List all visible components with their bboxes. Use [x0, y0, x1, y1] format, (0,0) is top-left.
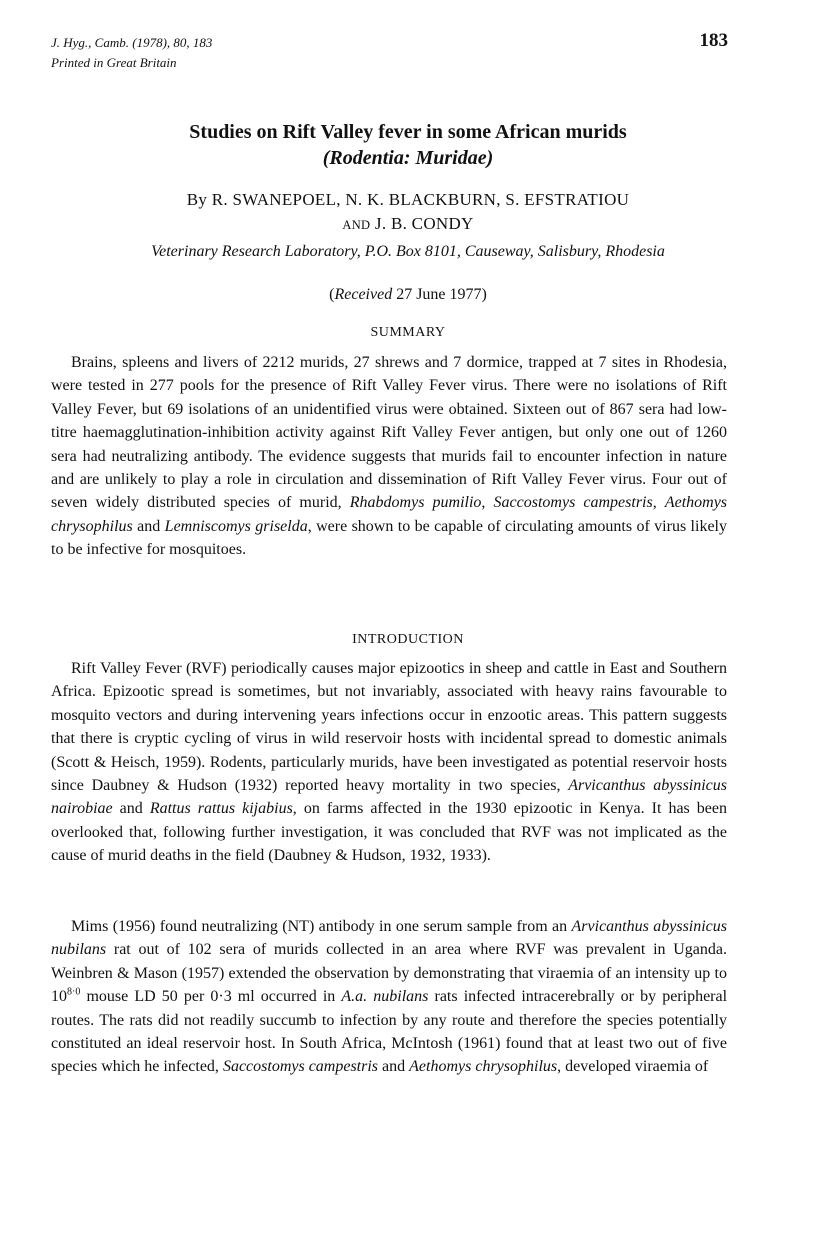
- intro-p1-species-1: Arvicanthus abyssinicus nairobiae: [51, 777, 728, 818]
- journal-line-1: J. Hyg., Camb. (1978), 80, 183: [51, 35, 213, 50]
- article-title: [0, 119, 816, 171]
- received-label: Received: [334, 286, 393, 303]
- intro-p2-and: and: [382, 1058, 406, 1076]
- species-1: Rhabdomys pumilio: [349, 494, 482, 512]
- summary-heading: SUMMARY: [370, 325, 446, 340]
- journal-line-2: Printed in Great Britain: [51, 55, 177, 70]
- intro-p2-d: rats infected intracerebrally or by peripheral routes. The rats did not readily succumb to infection by any route and therefore the species potentially constituted an ideal reservoir host. In South Africa, McIntosh (1961) found that at least two out of five species which he infected,: [51, 988, 728, 1076]
- intro-p1-and: and: [119, 800, 143, 818]
- intro-paragraph-2: [51, 915, 727, 1079]
- page-number: 183: [699, 30, 728, 51]
- authors-line-2: [0, 212, 816, 237]
- intro-p1-b: , on farms affected in the 1930 epizootic in Kenya. It has been overlooked that, following further investigation, it was concluded that RVF was not implicated as the cause of murid deaths in the field (Daubney & Hudson, 1932, 1933).: [51, 800, 728, 865]
- title-taxon: (Rodentia: Muridae): [322, 147, 494, 169]
- journal-citation: [51, 33, 212, 73]
- intro-p2-species-1: Arvicanthus abyssinicus nubilans: [51, 918, 728, 959]
- intro-p1-a: Rift Valley Fever (RVF) periodically causes major epizootics in sheep and cattle in East and Southern Africa. Epizootic spread is sometimes, but not invariably, associated with heavy rains favourable to mosquito vectors and during intervening years infections occur in enzootic areas. This pattern suggests that there is cryptic cycling of virus in wild reservoir hosts with incidental spread to domestic animals (Scott & Heisch, 1959). Rodents, particularly murids, have been investigated as potential reservoir hosts since Daubney & Hudson (1932) reported heavy mortality in two species,: [51, 660, 727, 795]
- affiliation: Veterinary Research Laboratory, P.O. Box 8101, Causeway, Salisbury, Rhodesia: [151, 243, 665, 260]
- intro-p1-species-2: Rattus rattus kijabius: [149, 800, 293, 818]
- intro-p2-c: mouse LD 50 per 0·3 ml occurred in: [86, 988, 336, 1006]
- intro-paragraph-1: [51, 657, 727, 868]
- summary-text-b: , were shown to be capable of circulating amounts of virus likely to be infective for mosquitoes.: [51, 517, 727, 559]
- intro-p2-b: rat out of 102 sera of murids collected in an area where RVF was prevalent in Uganda. Weinbren & Mason (1957) extended the observation by demonstrating that viraemia of an intensity up to 10: [51, 941, 728, 1006]
- by-label: By: [186, 190, 208, 209]
- intro-p2-species-3: Saccostomys campestris: [222, 1058, 379, 1076]
- title-line-2: [0, 145, 816, 171]
- author-names-2: J. B. CONDY: [374, 214, 474, 233]
- species-3: Aethomys chrysophilus: [51, 494, 728, 535]
- authors-line-1: [0, 188, 816, 212]
- summary-and: and: [137, 517, 161, 535]
- received-date: (Received 27 June 1977): [329, 286, 487, 303]
- summary-text-a: Brains, spleens and livers of 2212 murids, 27 shrews and 7 dormice, trapped at 7 sites in Rhodesia, were tested in 277 pools for the presence of Rift Valley Fever virus. There were no isolations of Rift Valley Fever, but 69 isolations of an unidentified virus were obtained. Sixteen out of 867 sera had low-titre haemagglutination-inhibition activity against Rift Valley Fever antigen, but only one out of 1260 sera had neutralizing antibody. The evidence suggests that murids fail to encounter infection in nature and are unlikely to play a role in circulation and dissemination of Rift Valley Fever virus. Four out of seven widely distributed species of murid,: [51, 354, 727, 512]
- intro-p2-exponent: 8·0: [67, 986, 81, 998]
- intro-p2-species-4: Aethomys chrysophilus: [409, 1058, 558, 1076]
- introduction-heading: INTRODUCTION: [352, 632, 464, 647]
- intro-p2-species-2: A.a. nubilans: [341, 988, 429, 1006]
- title-line-1: Studies on Rift Valley fever in some African murids: [189, 121, 627, 143]
- and-label: AND: [342, 218, 371, 232]
- intro-p2-a: Mims (1956) found neutralizing (NT) antibody in one serum sample from an: [71, 918, 568, 935]
- species-2: Saccostomys campestris: [493, 494, 653, 512]
- intro-p2-e: , developed viraemia of: [557, 1058, 709, 1076]
- summary-paragraph: Brains, spleens and livers of 2212 murids, 27 shrews and 7 dormice, trapped at 7 sites in Rhodesia, were tested in 277 pools for the presence of Rift Valley Fever virus. There were no isolations of Rift Valley Fever, but 69 isolations of an unidentified virus were obtained. Sixteen out of 867 sera had low-titre haemagglutination-inhibition activity against Rift Valley Fever antigen, but only one out of 1260 sera had neutralizing antibody. The evidence suggests that murids fail to encounter infection in nature and are unlikely to play a role in circulation and dissemination of Rift Valley Fever virus. Four out of seven widely distributed species of murid, Rhabdomys pumilio, Saccostomys campestris, Aethomys chrysophilus and Lemniscomys griselda, were shown to be capable of circulating amounts of virus likely to be infective for mosquitoes.: [51, 354, 728, 559]
- received-value: 27 June 1977: [396, 286, 482, 303]
- author-names-1: R. SWANEPOEL, N. K. BLACKBURN, S. EFSTRATIOU: [211, 190, 630, 209]
- author-list: [0, 188, 816, 237]
- species-4: Lemniscomys griselda: [164, 517, 308, 535]
